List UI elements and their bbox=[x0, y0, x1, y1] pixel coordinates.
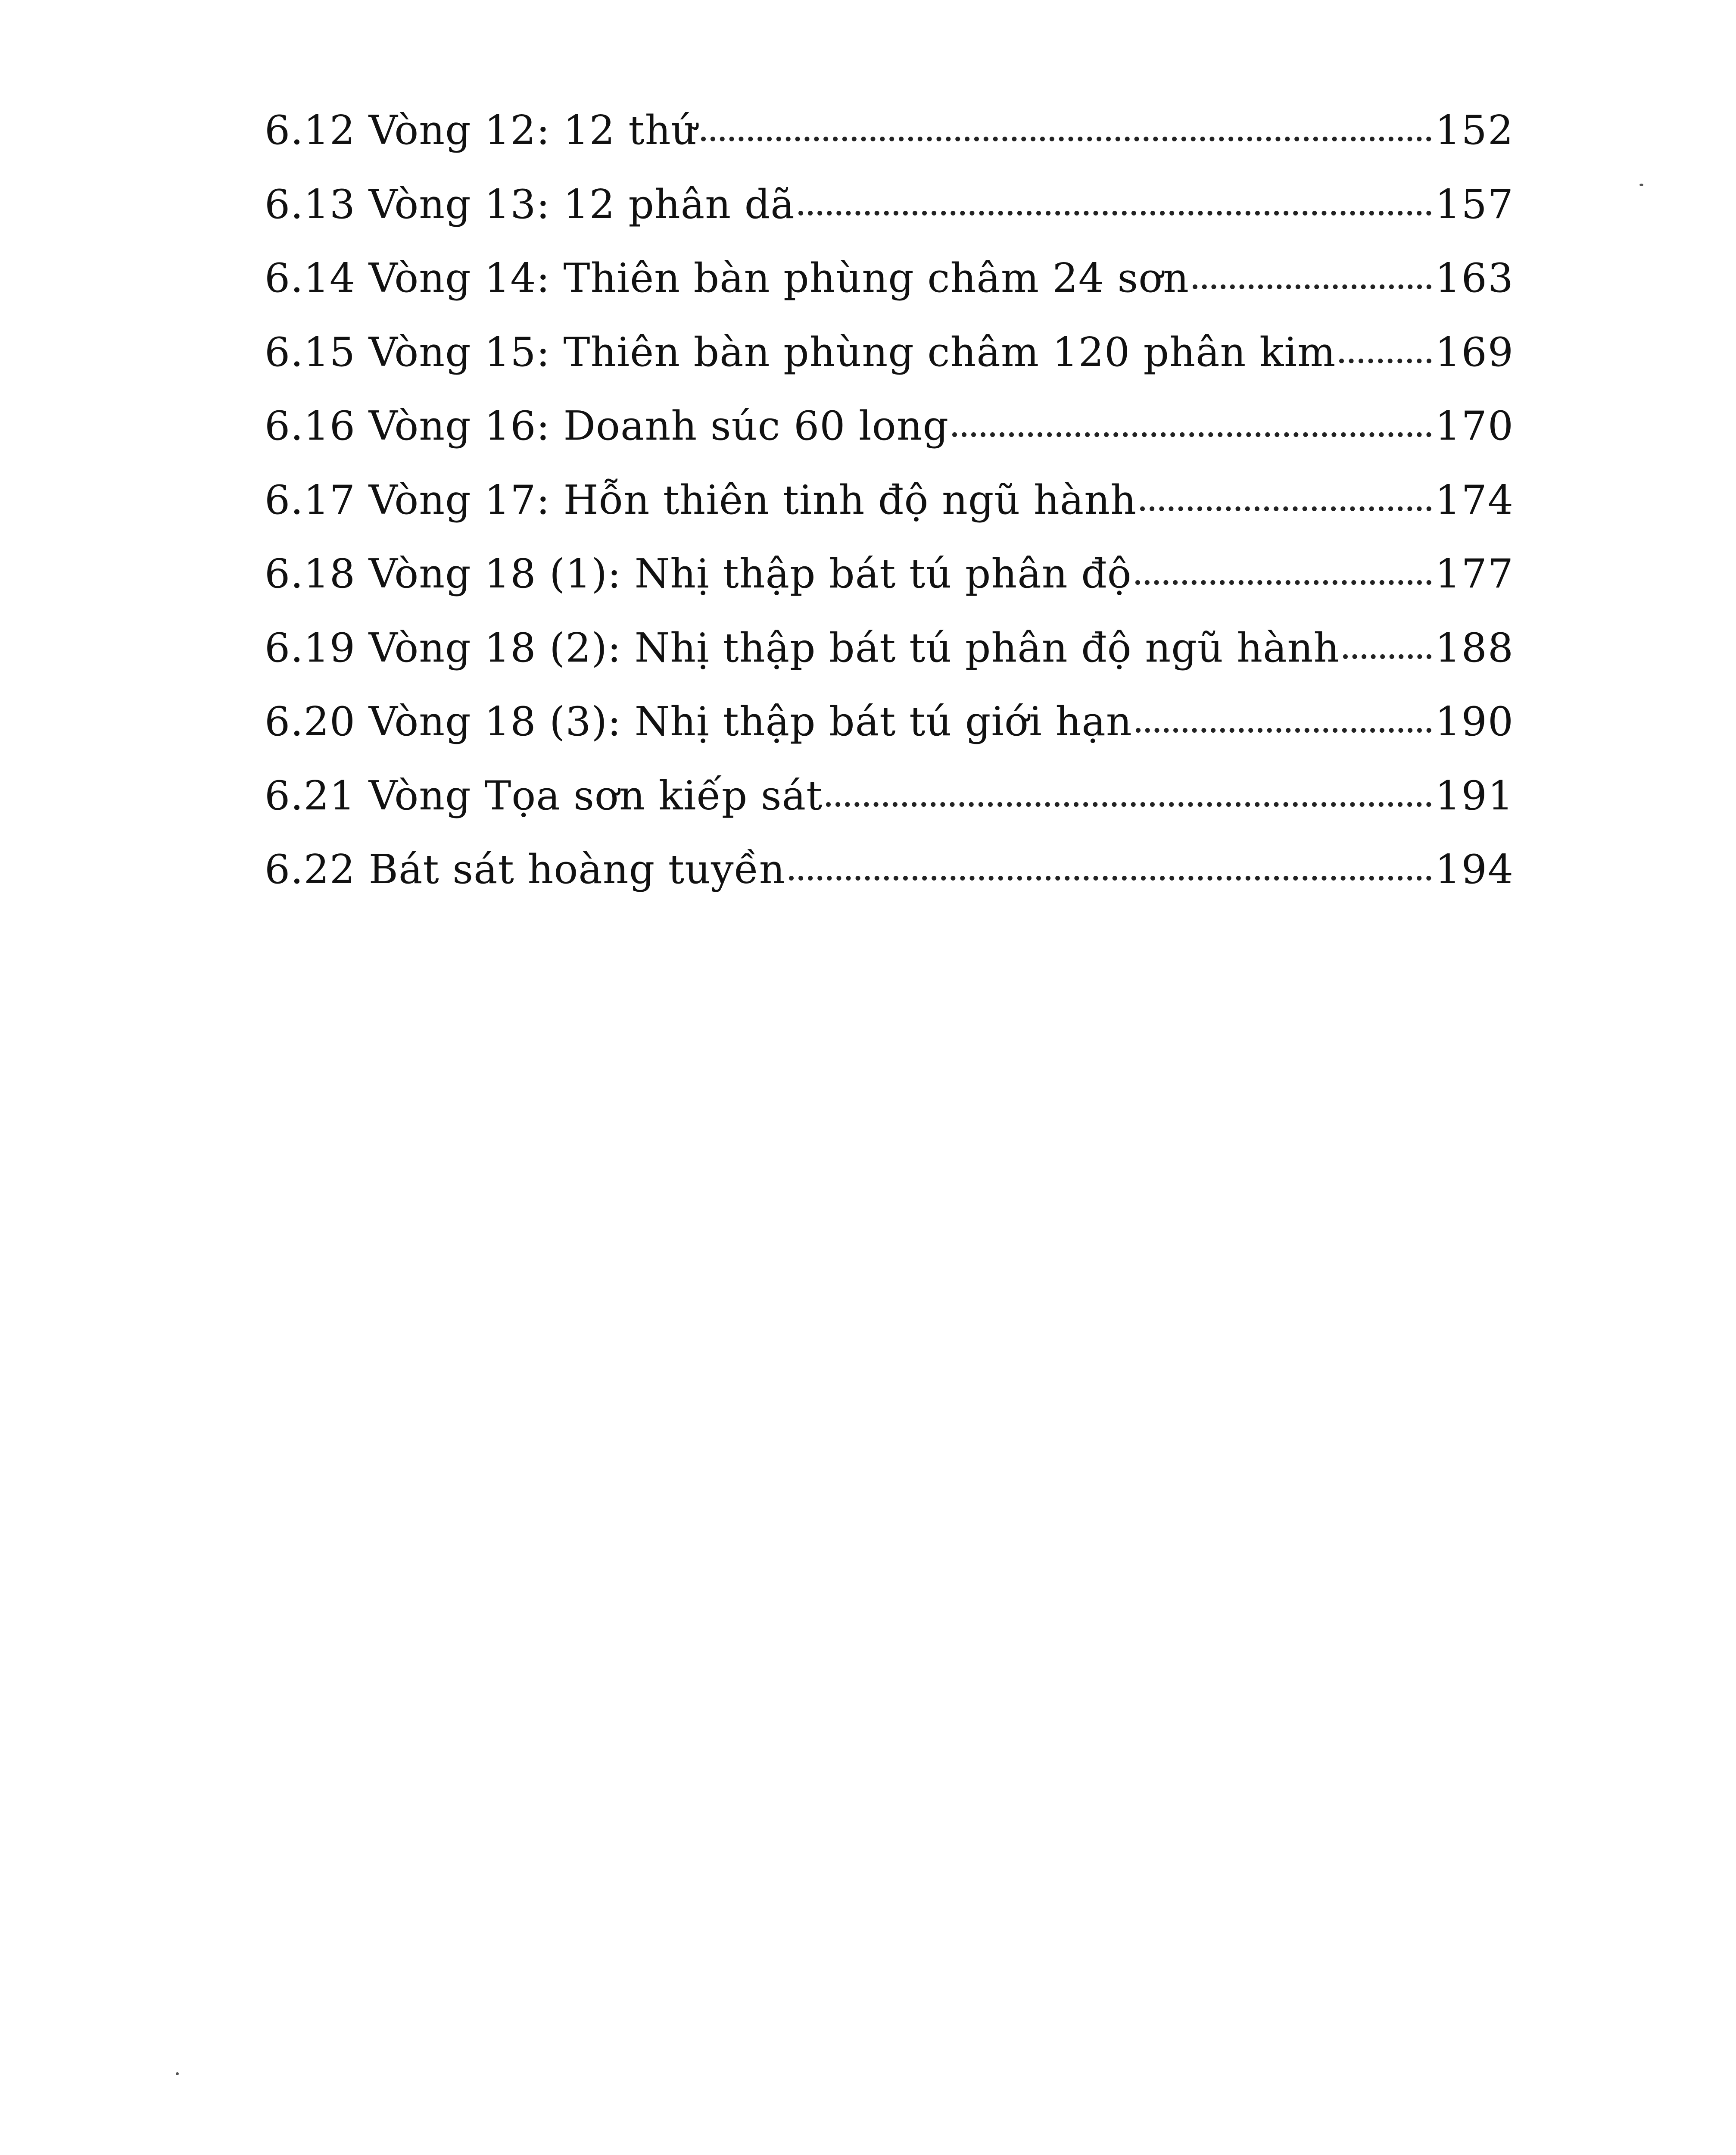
toc-entry-page: 190 bbox=[1435, 698, 1514, 745]
dot-leader bbox=[1140, 506, 1431, 511]
toc-entry bbox=[265, 846, 1514, 920]
toc-entry-page: 169 bbox=[1435, 328, 1514, 375]
toc-entry-title: 6.15 Vòng 15: Thiên bàn phùng châm 120 phân kim bbox=[265, 328, 1336, 375]
toc-entry bbox=[265, 477, 1514, 551]
toc-entry-title: 6.14 Vòng 14: Thiên bàn phùng châm 24 sơn bbox=[265, 255, 1190, 301]
dot-leader bbox=[1343, 654, 1431, 659]
dot-leader bbox=[1339, 359, 1431, 363]
toc-entry-page: 194 bbox=[1435, 846, 1514, 893]
dot-leader bbox=[1193, 284, 1431, 289]
toc-entry-title: 6.21 Vòng Tọa sơn kiếp sát bbox=[265, 772, 823, 819]
toc-entry bbox=[265, 625, 1514, 699]
toc-entry bbox=[265, 698, 1514, 772]
toc-entry-title: 6.22 Bát sát hoàng tuyền bbox=[265, 846, 785, 893]
toc-entry bbox=[265, 550, 1514, 625]
toc-entry bbox=[265, 772, 1514, 846]
toc-entry-title: 6.19 Vòng 18 (2): Nhị thập bát tú phân độ ngũ hành bbox=[265, 624, 1340, 671]
toc-entry-title: 6.12 Vòng 12: 12 thứ bbox=[265, 107, 698, 153]
toc-entry-page: 157 bbox=[1435, 181, 1514, 228]
toc-entry bbox=[265, 329, 1514, 403]
toc-entry bbox=[265, 181, 1514, 255]
toc-entry bbox=[265, 403, 1514, 477]
dot-leader bbox=[1135, 580, 1432, 585]
toc-entry-title: 6.16 Vòng 16: Doanh súc 60 long bbox=[265, 403, 949, 449]
toc-entry-page: 152 bbox=[1435, 107, 1514, 153]
toc-entry bbox=[265, 107, 1514, 181]
dot-leader bbox=[789, 876, 1432, 881]
toc-entry-page: 163 bbox=[1435, 255, 1514, 301]
table-of-contents bbox=[265, 107, 1514, 920]
scan-speck bbox=[1639, 184, 1643, 186]
toc-entry-page: 188 bbox=[1435, 624, 1514, 671]
toc-entry-title: 6.17 Vòng 17: Hỗn thiên tinh độ ngũ hành bbox=[265, 476, 1137, 523]
dot-leader bbox=[826, 802, 1431, 807]
toc-entry-title: 6.18 Vòng 18 (1): Nhị thập bát tú phân độ bbox=[265, 550, 1132, 597]
toc-entry-title: 6.20 Vòng 18 (3): Nhị thập bát tú giới hạn bbox=[265, 698, 1132, 745]
toc-entry-page: 170 bbox=[1435, 403, 1514, 449]
dot-leader bbox=[701, 137, 1432, 141]
dot-leader bbox=[798, 211, 1432, 216]
dot-leader bbox=[952, 432, 1431, 437]
toc-entry-page: 177 bbox=[1435, 550, 1514, 597]
dot-leader bbox=[1136, 728, 1432, 733]
scan-speck bbox=[176, 2072, 179, 2075]
toc-entry bbox=[265, 255, 1514, 329]
toc-entry-page: 191 bbox=[1435, 772, 1514, 819]
toc-entry-title: 6.13 Vòng 13: 12 phân dã bbox=[265, 181, 795, 228]
toc-entry-page: 174 bbox=[1435, 476, 1514, 523]
